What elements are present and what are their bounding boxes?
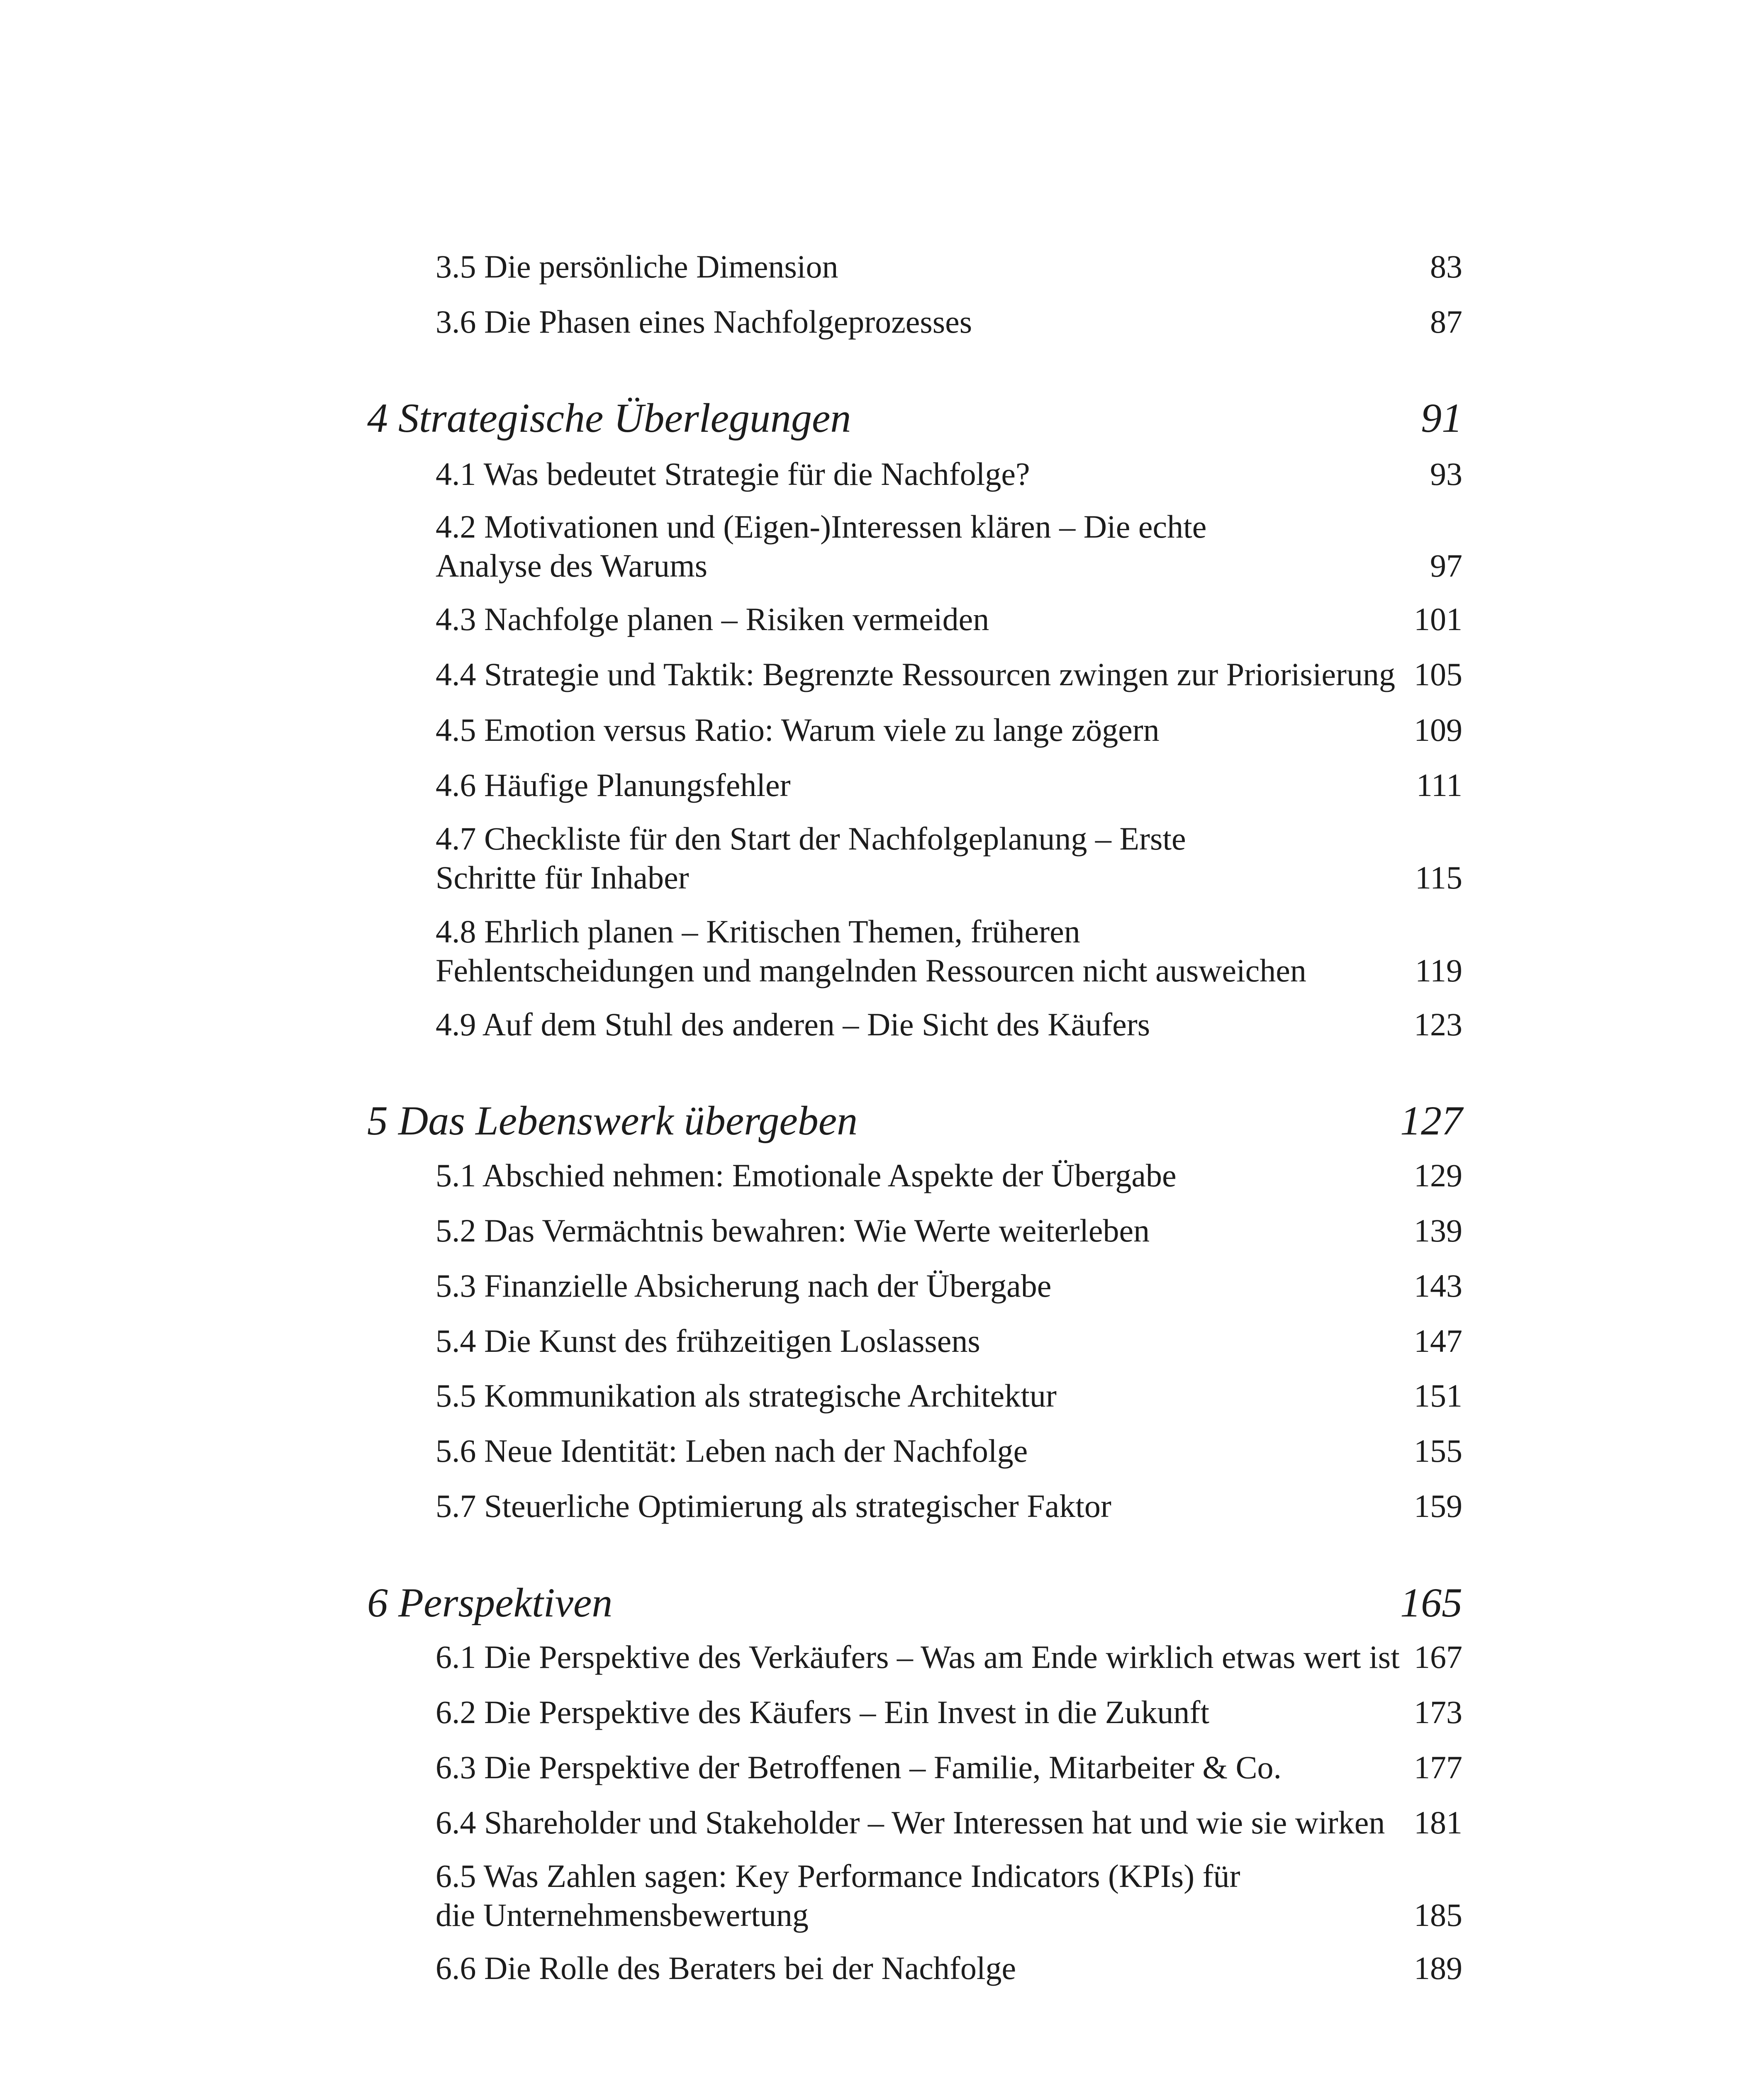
chapter-page: 127 bbox=[1400, 1098, 1462, 1144]
toc-entry-page: 139 bbox=[1414, 1212, 1462, 1249]
toc-entry-6-2[interactable] bbox=[436, 1693, 1462, 1732]
toc-entry-title bbox=[436, 507, 1462, 585]
toc-entry-page: 155 bbox=[1414, 1433, 1462, 1469]
toc-entry-title: 4.4 Strategie und Taktik: Begrenzte Ressourcen zwingen zur Priorisierung bbox=[436, 656, 1395, 692]
toc-entry-title bbox=[436, 912, 1462, 990]
toc-entry-3-6[interactable] bbox=[436, 302, 1462, 341]
toc-entry-title: 6.3 Die Perspektive der Betroffenen – Familie, Mitarbeiter & Co. bbox=[436, 1749, 1282, 1785]
toc-entry-title bbox=[436, 819, 1462, 897]
toc-entry-page: 151 bbox=[1414, 1378, 1462, 1414]
toc-entry-page: 147 bbox=[1414, 1323, 1462, 1359]
toc-entry-3-5[interactable] bbox=[436, 247, 1462, 286]
toc-chapter-6[interactable] bbox=[367, 1578, 1462, 1628]
toc-entry-4-8[interactable] bbox=[436, 912, 1462, 990]
toc-entry-5-6[interactable] bbox=[436, 1431, 1462, 1470]
toc-entry-title-line-2: Fehlentscheidungen und mangelnden Ressourcen nicht ausweichen bbox=[436, 952, 1306, 988]
toc-entry-4-9[interactable] bbox=[436, 1005, 1462, 1044]
toc-entry-page: 109 bbox=[1414, 712, 1462, 748]
chapter-page: 165 bbox=[1400, 1580, 1462, 1626]
toc-entry-title: 4.3 Nachfolge planen – Risiken vermeiden bbox=[436, 601, 989, 637]
chapter-page: 91 bbox=[1421, 395, 1462, 441]
toc-entry-title: 5.6 Neue Identität: Leben nach der Nachfolge bbox=[436, 1433, 1028, 1469]
toc-entry-title: 5.2 Das Vermächtnis bewahren: Wie Werte weiterleben bbox=[436, 1212, 1150, 1249]
toc-entry-page: 83 bbox=[1430, 248, 1462, 285]
toc-entry-4-6[interactable] bbox=[436, 766, 1462, 805]
toc-entry-page: 87 bbox=[1430, 304, 1462, 340]
toc-entry-page: 173 bbox=[1414, 1694, 1462, 1730]
toc-entry-title: 5.5 Kommunikation als strategische Architektur bbox=[436, 1378, 1057, 1414]
toc-entry-title: 5.4 Die Kunst des frühzeitigen Loslassens bbox=[436, 1323, 980, 1359]
toc-entry-title: 5.3 Finanzielle Absicherung nach der Übergabe bbox=[436, 1268, 1052, 1304]
toc-entry-title: 4.9 Auf dem Stuhl des anderen – Die Sicht des Käufers bbox=[436, 1006, 1150, 1042]
toc-entry-title: 5.7 Steuerliche Optimierung als strategischer Faktor bbox=[436, 1488, 1111, 1524]
toc-entry-title: 3.5 Die persönliche Dimension bbox=[436, 248, 838, 285]
toc-entry-title-line-1: 4.7 Checkliste für den Start der Nachfolgeplanung – Erste bbox=[436, 820, 1186, 857]
toc-entry-4-4[interactable] bbox=[436, 655, 1462, 694]
toc-entry-5-2[interactable] bbox=[436, 1211, 1462, 1250]
toc-entry-page: 167 bbox=[1414, 1639, 1462, 1675]
toc-entry-6-6[interactable] bbox=[436, 1949, 1462, 1988]
toc-chapter-4[interactable] bbox=[367, 393, 1462, 443]
toc-entry-5-4[interactable] bbox=[436, 1322, 1462, 1361]
toc-entry-title: 4.1 Was bedeutet Strategie für die Nachfolge? bbox=[436, 456, 1030, 492]
toc-entry-5-3[interactable] bbox=[436, 1266, 1462, 1305]
toc-entry-title: 3.6 Die Phasen eines Nachfolgeprozesses bbox=[436, 304, 972, 340]
toc-entry-title: 6.1 Die Perspektive des Verkäufers – Was am Ende wirklich etwas wert ist bbox=[436, 1639, 1400, 1675]
toc-entry-page: 115 bbox=[1415, 859, 1462, 896]
toc-entry-4-2[interactable] bbox=[436, 507, 1462, 585]
toc-entry-4-3[interactable] bbox=[436, 600, 1462, 639]
toc-chapter-5[interactable] bbox=[367, 1096, 1462, 1146]
toc-entry-page: 177 bbox=[1414, 1749, 1462, 1785]
toc-entry-title: 5.1 Abschied nehmen: Emotionale Aspekte der Übergabe bbox=[436, 1157, 1177, 1193]
toc-entry-title-line-1: 4.8 Ehrlich planen – Kritischen Themen, früheren bbox=[436, 913, 1080, 949]
toc-entry-page: 105 bbox=[1414, 656, 1462, 692]
toc-entry-6-5[interactable] bbox=[436, 1857, 1462, 1935]
toc-entry-page: 143 bbox=[1414, 1268, 1462, 1304]
toc-entry-6-3[interactable] bbox=[436, 1748, 1462, 1787]
toc-entry-title: 6.4 Shareholder und Stakeholder – Wer Interessen hat und wie sie wirken bbox=[436, 1804, 1385, 1840]
toc-entry-6-4[interactable] bbox=[436, 1803, 1462, 1842]
toc-entry-title-line-2: die Unternehmensbewertung bbox=[436, 1897, 809, 1933]
toc-entry-4-5[interactable] bbox=[436, 711, 1462, 750]
chapter-title: 6 Perspektiven bbox=[367, 1580, 613, 1626]
toc-entry-title: 4.5 Emotion versus Ratio: Warum viele zu lange zögern bbox=[436, 712, 1160, 748]
table-of-contents bbox=[367, 0, 1462, 2074]
toc-entry-5-5[interactable] bbox=[436, 1376, 1462, 1415]
toc-entry-page: 111 bbox=[1416, 767, 1462, 803]
toc-entry-5-1[interactable] bbox=[436, 1156, 1462, 1195]
toc-entry-4-1[interactable] bbox=[436, 455, 1462, 494]
toc-entry-title: 4.6 Häufige Planungsfehler bbox=[436, 767, 791, 803]
toc-entry-page: 123 bbox=[1414, 1006, 1462, 1042]
toc-entry-6-1[interactable] bbox=[436, 1638, 1462, 1677]
chapter-title: 4 Strategische Überlegungen bbox=[367, 395, 851, 441]
toc-entry-page: 119 bbox=[1415, 952, 1462, 988]
toc-entry-page: 181 bbox=[1414, 1804, 1462, 1840]
toc-entry-title-line-2: Analyse des Warums bbox=[436, 548, 708, 584]
toc-entry-title-line-2: Schritte für Inhaber bbox=[436, 859, 689, 896]
toc-entry-5-7[interactable] bbox=[436, 1487, 1462, 1526]
toc-entry-title-line-1: 4.2 Motivationen und (Eigen-)Interessen klären – Die echte bbox=[436, 509, 1207, 545]
toc-entry-title: 6.2 Die Perspektive des Käufers – Ein Invest in die Zukunft bbox=[436, 1694, 1210, 1730]
toc-entry-page: 185 bbox=[1414, 1897, 1462, 1933]
toc-entry-title: 6.6 Die Rolle des Beraters bei der Nachfolge bbox=[436, 1950, 1016, 1986]
toc-entry-page: 93 bbox=[1430, 456, 1462, 492]
toc-entry-page: 101 bbox=[1414, 601, 1462, 637]
toc-entry-page: 159 bbox=[1414, 1488, 1462, 1524]
toc-entry-4-7[interactable] bbox=[436, 819, 1462, 897]
toc-entry-page: 189 bbox=[1414, 1950, 1462, 1986]
chapter-title: 5 Das Lebenswerk übergeben bbox=[367, 1098, 858, 1144]
toc-entry-page: 129 bbox=[1414, 1157, 1462, 1193]
toc-entry-page: 97 bbox=[1430, 548, 1462, 584]
toc-entry-title-line-1: 6.5 Was Zahlen sagen: Key Performance Indicators (KPIs) für bbox=[436, 1858, 1240, 1894]
toc-entry-title bbox=[436, 1857, 1462, 1935]
